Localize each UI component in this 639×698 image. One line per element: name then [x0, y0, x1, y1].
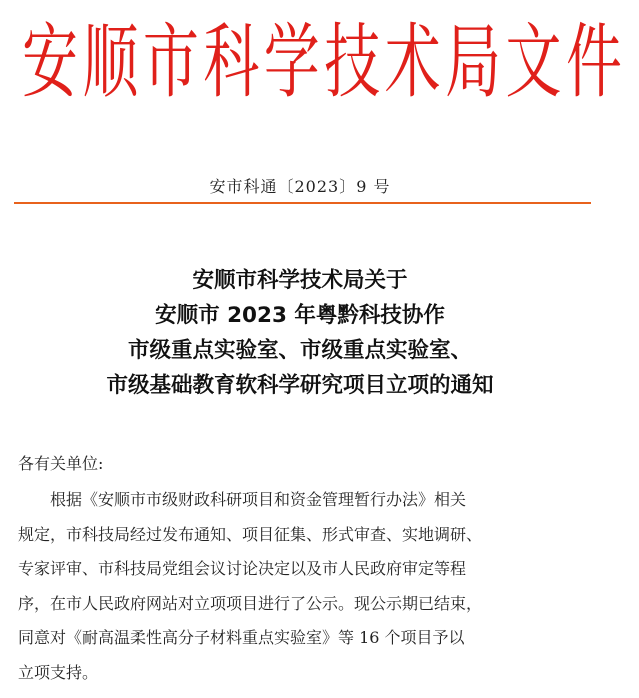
- masthead-char: 安: [22, 16, 78, 111]
- title-line: 安顺市 2023 年粤黔科技协作: [155, 303, 445, 328]
- header-divider: [14, 202, 591, 204]
- notice-title: [0, 263, 600, 403]
- body-line: 序，在市人民政府网站对立项项目进行了公示。现公示期已结束，: [18, 593, 483, 613]
- masthead-char: 术: [384, 16, 441, 111]
- title-line: 市级基础教育软科学研究项目立项的通知: [106, 373, 494, 398]
- masthead-title: [22, 14, 622, 114]
- masthead-char: 文: [505, 16, 562, 111]
- body-line: 规定，市科技局经过发布通知、项目征集、形式审查、实地调研、: [18, 524, 483, 544]
- masthead-char: 科: [203, 16, 260, 111]
- body-paragraph: [18, 483, 593, 690]
- masthead-char: 件: [565, 16, 622, 111]
- title-line: 市级重点实验室、市级重点实验室、: [127, 338, 472, 363]
- salutation: 各有关单位:: [18, 454, 104, 473]
- body-line: 专家评审、市科技局党组会议讨论决定以及市人民政府审定等程: [18, 559, 467, 578]
- body-line: 同意对《耐高温柔性高分子材料重点实验室》等 16 个项目予以: [18, 628, 465, 647]
- masthead-char: 市: [142, 16, 199, 111]
- title-line: 安顺市科学技术局关于: [192, 268, 408, 293]
- body-line: 立项支持。: [18, 662, 99, 682]
- body-line: 根据《安顺市市级财政科研项目和资金管理暂行办法》相关: [50, 490, 467, 509]
- masthead-char: 学: [263, 16, 320, 111]
- masthead-char: 顺: [82, 16, 139, 111]
- masthead-char: 局: [445, 16, 502, 111]
- document-number: 安市科通〔2023〕9 号: [209, 177, 391, 196]
- masthead-char: 技: [324, 16, 381, 111]
